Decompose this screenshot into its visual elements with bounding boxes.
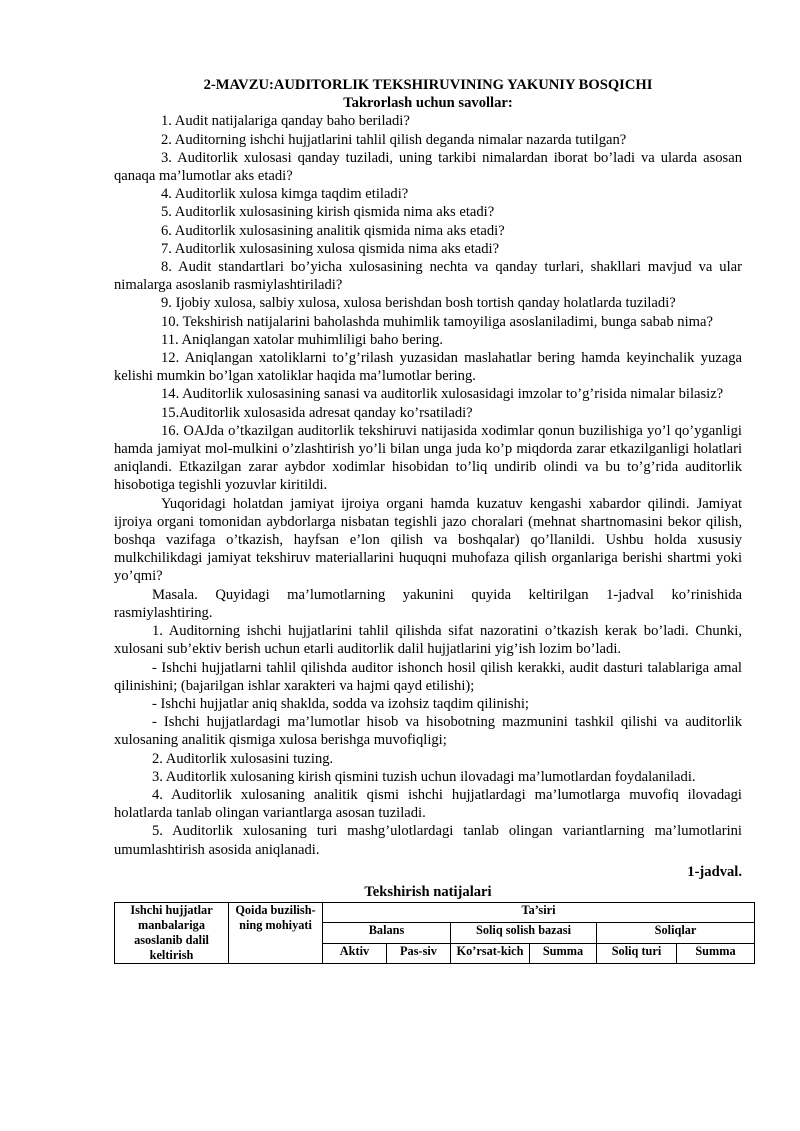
question-1: 1. Audit natijalariga qanday baho beriladi?: [161, 113, 410, 130]
task-bullet-2: - Ishchi hujjatlar aniq shaklda, sodda va izohsiz taqdim qilinishi;: [152, 695, 529, 712]
question-4: 4. Auditorlik xulosa kimga taqdim etiladi?: [161, 186, 409, 203]
question-6: 6. Auditorlik xulosasining analitik qismida nima aks etadi?: [161, 222, 505, 239]
question-7: 7. Auditorlik xulosasining xulosa qismida nima aks etadi?: [161, 240, 500, 257]
question-15: 15.Auditorlik xulosasida adresat qanday ko’rsatiladi?: [161, 404, 473, 421]
header-tax-base: Soliq solish bazasi: [451, 923, 597, 943]
document-page: [114, 76, 742, 964]
case-paragraph: Yuqoridagi holatdan jamiyat ijroiya organi hamda kuzatuv kengashi xabardor qilindi. Jamiyat ijroiya organi tomonidan aybdorlarga nisbatan tegishli jazo choralari (mehnat shartnomasini bekor qilish, boshqa vazifaga o’tkazish, hayfsan e’lon qilish va boshqalar) qo’llanildi. Ushbu holda xususiy mulkchilikdagi jamiyat tekshiruv materiallarini huquqni muhofaza qilish organlariga berishi shartmi yoki yo’qmi?: [114, 495, 742, 585]
task-item-5: 5. Auditorlik xulosaning turi mashg’ulotlardagi tanlab olingan variantlarning ma’lumotlarini umumlashtirish asosida aniqlanadi.: [114, 823, 742, 858]
question-8: 8. Audit standartlari bo’yicha xulosasining nechta va qanday turlari, shakllari mavjud va ular nimalarga asoslanib rasmiylashtiriladi?: [114, 259, 742, 294]
question-3: 3. Auditorlik xulosasi qanday tuziladi, uning tarkibi nimalardan iborat bo’ladi va ularda asosan qanaqa ma’lumotlar aks etadi?: [114, 149, 742, 185]
results-table: [114, 902, 755, 964]
document-title: 2-MAVZU:AUDITORLIK TEKSHIRUVINING YAKUNIY BOSQICHI: [203, 77, 653, 93]
task-item-3: 3. Auditorlik xulosaning kirish qismini tuzish uchun ilovadagi ma’lumotlardan foydalaniladi.: [152, 768, 696, 785]
table-label: 1-jadval.: [687, 863, 742, 880]
task-bullet-3: - Ishchi hujjatlardagi ma’lumotlar hisob va hisobotning mazmunini tashkil qilishi va auditorlik xulosaning analitik qismiga xulosa berishga muvofiqligi;: [114, 714, 742, 749]
question-12: 12. Aniqlangan xatoliklarni to’g’rilash yuzasidan maslahatlar bering hamda keyinchalik yuzaga kelishi mumkin bo’lgan xatoliklar haqida ma’lumotlar bering.: [114, 350, 742, 385]
question-9: 9. Ijobiy xulosa, salbiy xulosa, xulosa berishdan bosh tortish qanday holatlarda tuziladi?: [161, 295, 676, 312]
header-evidence: Ishchi hujjatlar manbalariga asoslanib dalil keltirish: [115, 903, 229, 964]
task-item-1: 1. Auditorning ishchi hujjatlarini tahlil qilishda sifat nazoratini o’tkazish kerak bo’ladi. Chunki, xulosani sub’ektiv berish uchun etarli auditorlik dalil hujjatlarini yig’ish lozim bo’ladi.: [114, 623, 742, 658]
question-10: 10. Tekshirish natijalarini baholashda muhimlik tamoyiliga asoslaniladimi, bunga sabab nima?: [161, 313, 713, 330]
header-active: Aktiv: [323, 943, 387, 963]
question-5: 5. Auditorlik xulosasining kirish qismida nima aks etadi?: [161, 204, 495, 221]
question-2: 2. Auditorning ishchi hujjatlarini tahlil qilish deganda nimalar nazarda tutilgan?: [161, 131, 627, 148]
question-16: 16. OAJda o’tkazilgan auditorlik tekshiruvi natijasida xodimlar qonun buzilishiga yo’l qo’yganligi hamda jamiyat mol-mulkini o’zlashtirish yo’li bilan unga juda ko’p miqdorda zarar etkazilganligi holatlari aniqlandi. Etkazilgan zarar aybdor xodimlar hisobidan to’liq undirib olindi va bu to’g’rida auditorlik hisobotiga tegishli yozuvlar kiritildi.: [114, 422, 742, 494]
header-violation: Qoida buzilish-ning mohiyati: [229, 903, 323, 964]
header-tax-type: Soliq turi: [597, 943, 677, 963]
task-item-2: 2. Auditorlik xulosasini tuzing.: [152, 750, 334, 767]
header-sum-2: Summa: [677, 943, 755, 963]
header-indicator: Ko’rsat-kich: [451, 943, 530, 963]
task-item-4: 4. Auditorlik xulosaning analitik qismi ishchi hujjatlardagi ma’lumotlarga muvofiq ilovadagi holatlarda tanlab olingan variantlarga asosan tuziladi.: [114, 786, 742, 822]
header-passive: Pas-siv: [387, 943, 451, 963]
table-title: Tekshirish natijalari: [364, 883, 492, 900]
task-intro: Masala. Quyidagi ma’lumotlarning yakunini quyida keltirilgan 1-jadval ko’rinishida rasmiylashtiring.: [114, 586, 742, 621]
document-subtitle: Takrorlash uchun savollar:: [343, 95, 513, 112]
header-taxes: Soliqlar: [597, 923, 755, 943]
question-14: 14. Auditorlik xulosasining sanasi va auditorlik xulosasidagi imzolar to’g’risida nimalar bilasiz?: [161, 386, 724, 403]
header-sum-1: Summa: [530, 943, 597, 963]
question-11: 11. Aniqlangan xatolar muhimliligi baho bering.: [161, 331, 443, 348]
task-bullet-1: - Ishchi hujjatlarni tahlil qilishda auditor ishonch hosil qilish kerakki, audit dasturi talablariga amal qilinishini; (bajarilgan ishlar xarakteri va hajmi qayd etilishi);: [114, 659, 742, 694]
header-effect: Ta’siri: [323, 903, 755, 923]
header-balance: Balans: [323, 923, 451, 943]
